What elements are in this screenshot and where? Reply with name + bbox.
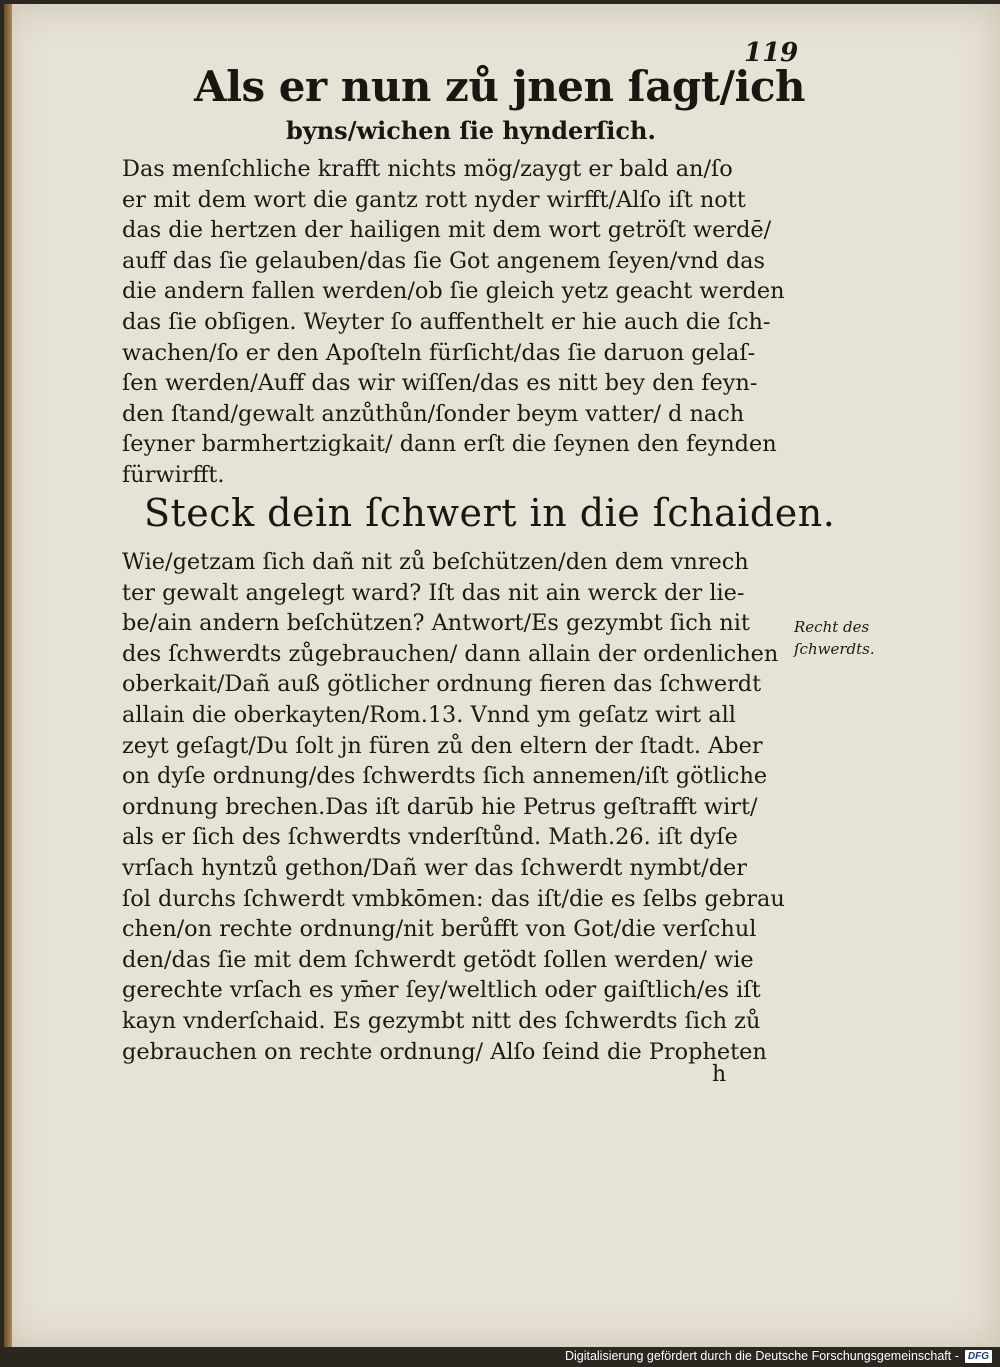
text-line: gerechte vrſach es ym̄er ſey/weltlich oder gaiſtlich/es iſt: [122, 977, 761, 1004]
text-line: kayn vnderſchaid. Es gezymbt nitt des ſchwerdts ſich zů: [122, 1007, 761, 1034]
text-line: als er ſich des ſchwerdts vnderſtůnd. Math.26. iſt dyſe: [122, 824, 738, 851]
text-line: oberkait/Dañ auß götlicher ordnung fieren das ſchwerdt: [122, 671, 762, 698]
text-line: ordnung brechen.Das iſt darūb hie Petrus geſtrafft wirt/: [122, 793, 758, 820]
text-line: des ſchwerdts zůgebrauchen/ dann allain der ordenlichen: [122, 640, 779, 667]
text-line: den/das ſie mit dem ſchwerdt getödt ſollen werden/ wie: [122, 946, 754, 973]
paragraph-1: [122, 154, 802, 491]
text-line: ſeyner barmhertzigkait/ dann erſt die ſeynen den feynden: [122, 431, 777, 458]
text-line: gebrauchen on rechte ordnung/ Alſo ſeind die Propheten: [122, 1038, 767, 1065]
text-line: zeyt geſagt/Du ſolt jn füren zů den eltern der ſtadt. Aber: [122, 732, 763, 759]
text-line: allain die oberkayten/Rom.13. Vnnd ym geſatz wirt all: [122, 701, 736, 728]
text-line: auff das ſie gelauben/das ſie Got angenem ſeyen/vnd das: [122, 247, 766, 274]
text-line: ſen werden/Auff das wir wiſſen/das es nitt bey den feyn-: [122, 370, 758, 397]
text-line: Wie/getzam ſich dañ nit zů beſchützen/den dem vnrech: [122, 549, 749, 575]
text-line: be/ain andern beſchützen? Antwort/Es gezymbt ſich nit: [122, 610, 750, 637]
page-binding-edge: [4, 4, 12, 1347]
folio-number: 119: [744, 38, 799, 68]
dfg-logo: DFG: [965, 1350, 992, 1363]
text-line: on dyſe ordnung/des ſchwerdts ſich annemen/iſt götliche: [122, 763, 768, 790]
text-line: die andern fallen werden/ob ſie gleich yetz geacht werden: [122, 278, 785, 305]
text-line: ter gewalt angelegt ward? Iſt das nit ain werck der lie-: [122, 579, 745, 606]
text-line: wachen/ſo er den Apoſteln fürſicht/das ſie daruon gelaſ-: [122, 339, 756, 366]
text-line: chen/on rechte ordnung/nit berůfft von Got/die verſchul: [122, 916, 757, 943]
text-line: Das menſchliche krafft nichts mög/zaygt er bald an/ſo: [122, 156, 733, 182]
text-line: er mit dem wort die gantz rott nyder wirfft/Alſo iſt nott: [122, 186, 746, 213]
section-heading-1-continuation: byns/wichen ſie hynderſich.: [286, 116, 656, 145]
section-heading-1: Als er nun zů jnen ſagt/ich: [194, 62, 806, 111]
text-line: das die hertzen der hailigen mit dem wort getröſt werdē/: [122, 217, 772, 244]
funding-footer: [565, 1347, 992, 1365]
text-line: ſol durchs ſchwerdt vmbkōmen: das iſt/die es ſelbs gebrau: [122, 885, 785, 912]
funding-credit: Digitalisierung gefördert durch die Deutsche Forschungsgemeinschaft -: [564, 1349, 959, 1363]
text-line: vrſach hyntzů gethon/Dañ wer das ſchwerdt nymbt/der: [122, 854, 747, 881]
text-line: fürwirfft.: [122, 461, 225, 488]
marginal-note-line: Recht des: [794, 618, 870, 636]
text-line: den ſtand/gewalt anzůthůn/ſonder beym vatter/ d nach: [122, 400, 745, 427]
marginal-note: [794, 616, 904, 660]
text-line: das ſie obſigen. Weyter ſo auffenthelt er hie auch die ſch-: [122, 308, 771, 335]
marginal-note-line: ſchwerdts.: [794, 640, 875, 658]
book-page: [4, 4, 1000, 1347]
catchword: h: [712, 1062, 727, 1087]
paragraph-2: [122, 547, 802, 1067]
section-heading-2: Steck dein ſchwert in die ſchaiden.: [144, 491, 836, 535]
